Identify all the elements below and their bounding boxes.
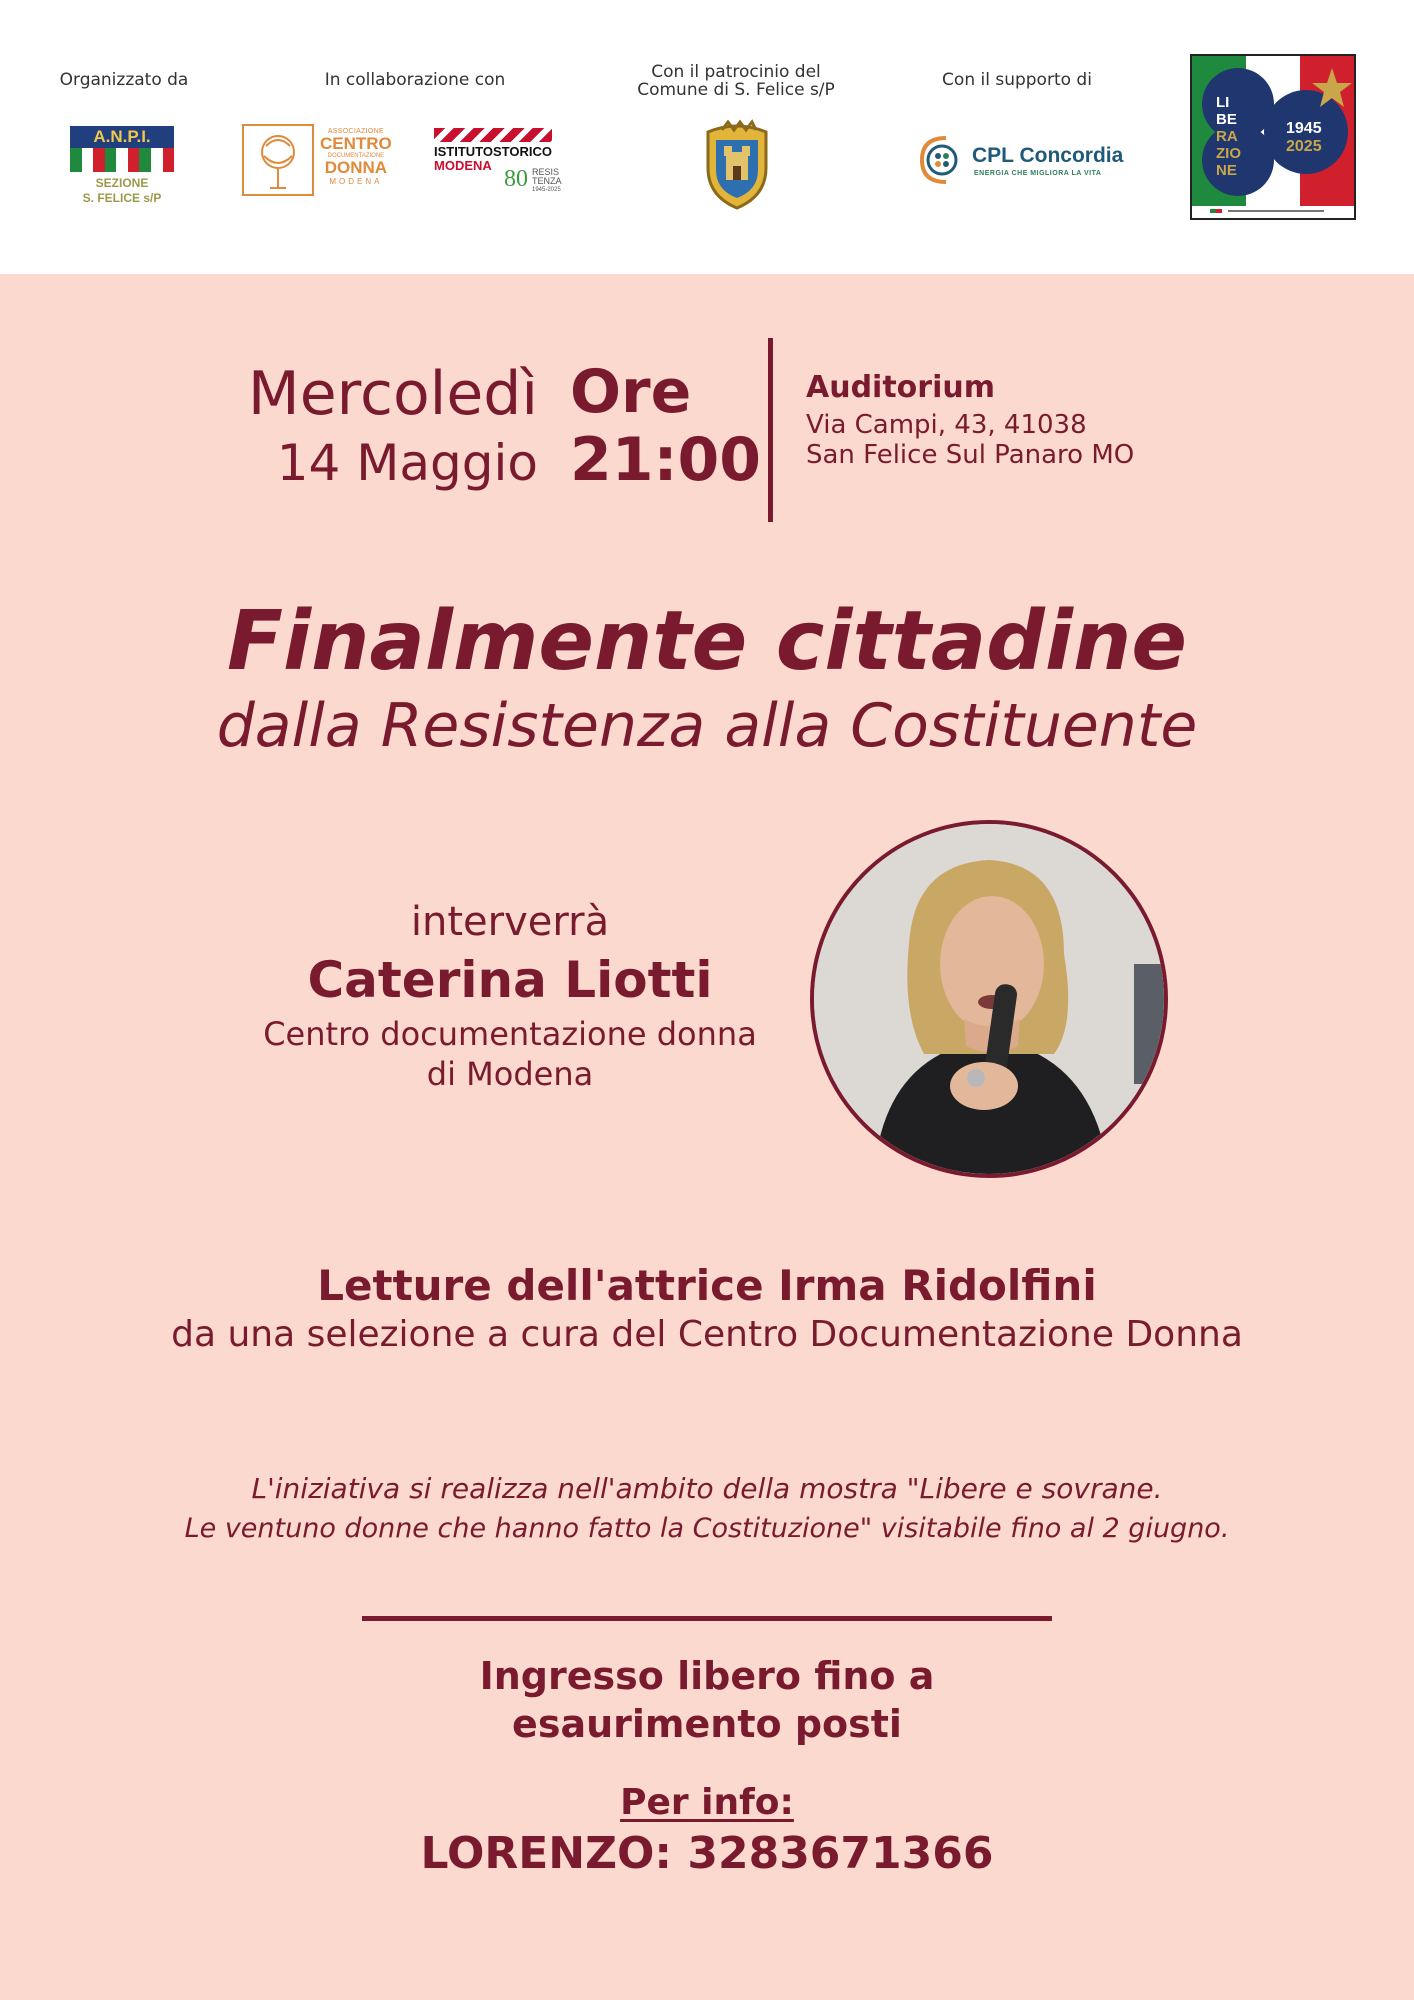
cdd-line3: DOCUMENTAZIONE bbox=[327, 153, 385, 159]
lib-l5: NE bbox=[1216, 162, 1237, 179]
istituto-storico-logo bbox=[434, 128, 586, 200]
anpi-logo-section bbox=[70, 176, 174, 206]
readings-title: Letture dell'attrice Irma Ridolfini bbox=[317, 1261, 1097, 1310]
cdd-line5: MODENA bbox=[329, 177, 383, 186]
anpi-section-line1: SEZIONE bbox=[95, 176, 149, 190]
vertical-divider bbox=[768, 338, 773, 522]
lib-l1: LI bbox=[1216, 94, 1230, 111]
tree-woman-icon bbox=[242, 124, 314, 196]
event-date: 14 Maggio bbox=[276, 434, 538, 492]
liberazione-word bbox=[1216, 94, 1241, 179]
exhibition-note-line1: L'iniziativa si realizza nell'ambito della mostra "Libere e sovrane. bbox=[251, 1472, 1163, 1505]
cpl-concordia-logo bbox=[916, 132, 1126, 192]
istituto-res-line3: 1945-2025 bbox=[532, 187, 561, 193]
istituto-line1: ISTITUTOSTORICO bbox=[434, 144, 552, 159]
patronage-label-line2: Comune di S. Felice s/P bbox=[637, 80, 835, 100]
speaker-photo bbox=[810, 820, 1168, 1178]
liberazione-years bbox=[1286, 120, 1322, 156]
venue-address-line1: Via Campi, 43, 41038 bbox=[806, 410, 1087, 440]
event-subtitle: dalla Resistenza alla Costituente bbox=[216, 691, 1198, 761]
speaker-affiliation-line1: Centro documentazione donna bbox=[263, 1015, 757, 1053]
entry-note-line1: Ingresso libero fino a bbox=[479, 1654, 935, 1698]
red-stripes-icon bbox=[434, 128, 552, 142]
info-label-text: Per info: bbox=[620, 1782, 794, 1823]
comune-crest-icon bbox=[700, 118, 774, 212]
cpl-mark-icon bbox=[916, 132, 960, 188]
event-day: Mercoledì bbox=[247, 359, 538, 429]
istituto-res-line2: TENZA bbox=[532, 176, 562, 186]
contact-phone: LORENZO: 3283671366 bbox=[420, 1828, 994, 1879]
info-label bbox=[0, 1780, 1414, 1826]
event-time-label: Ore bbox=[570, 357, 692, 427]
speaker-name: Caterina Liotti bbox=[307, 951, 713, 1009]
lib-year1: 1945 bbox=[1286, 120, 1322, 137]
horizontal-divider bbox=[362, 1616, 1052, 1621]
lib-year2: 2025 bbox=[1286, 138, 1322, 155]
istituto-80: 80 bbox=[504, 166, 528, 192]
italian-flag-strip bbox=[70, 148, 174, 172]
istituto-resistenza bbox=[532, 168, 562, 195]
lib-l4: ZIO bbox=[1216, 145, 1241, 162]
liberazione-80-logo bbox=[1190, 54, 1356, 220]
exhibition-note-line2: Le ventuno donne che hanno fatto la Costituzione" visitabile fino al 2 giugno. bbox=[184, 1513, 1230, 1544]
cdd-line1: ASSOCIAZIONE bbox=[327, 128, 384, 135]
lib-l2: BE bbox=[1216, 111, 1237, 128]
venue-address-line2: San Felice Sul Panaro MO bbox=[806, 440, 1135, 470]
poster-body bbox=[0, 274, 1414, 2000]
organized-by-label: Organizzato da bbox=[59, 70, 189, 90]
cdd-logo bbox=[242, 124, 402, 198]
cdd-logo-text bbox=[320, 128, 392, 186]
event-title: Finalmente cittadine bbox=[227, 594, 1187, 689]
cdd-line4: DONNA bbox=[324, 158, 388, 177]
speaker-intro: interverrà bbox=[410, 899, 610, 945]
support-label: Con il supporto di bbox=[942, 70, 1092, 90]
cdd-line2: CENTRO bbox=[320, 134, 392, 153]
sponsor-header bbox=[0, 0, 1414, 274]
anpi-section-line2: S. FELICE s/P bbox=[82, 191, 162, 205]
venue-name: Auditorium bbox=[806, 370, 995, 405]
cpl-tagline: ENERGIA CHE MIGLIORA LA VITA bbox=[974, 170, 1102, 177]
anpi-logo-name: A.N.P.I. bbox=[70, 126, 174, 148]
entry-note-line2: esaurimento posti bbox=[512, 1702, 902, 1746]
patronage-label-line1: Con il patrocinio del bbox=[651, 62, 821, 82]
anpi-logo bbox=[70, 126, 174, 206]
lib-l3: RA bbox=[1216, 128, 1238, 145]
istituto-line2: MODENA bbox=[434, 158, 492, 173]
cpl-name: CPL Concordia bbox=[972, 144, 1124, 167]
istituto-res-line1: RESIS bbox=[532, 167, 560, 177]
collaboration-label: In collaborazione con bbox=[324, 70, 506, 90]
event-time: 21:00 bbox=[570, 425, 761, 495]
readings-subtitle: da una selezione a cura del Centro Documentazione Donna bbox=[171, 1314, 1243, 1355]
speaker-affiliation-line2: di Modena bbox=[426, 1055, 594, 1093]
